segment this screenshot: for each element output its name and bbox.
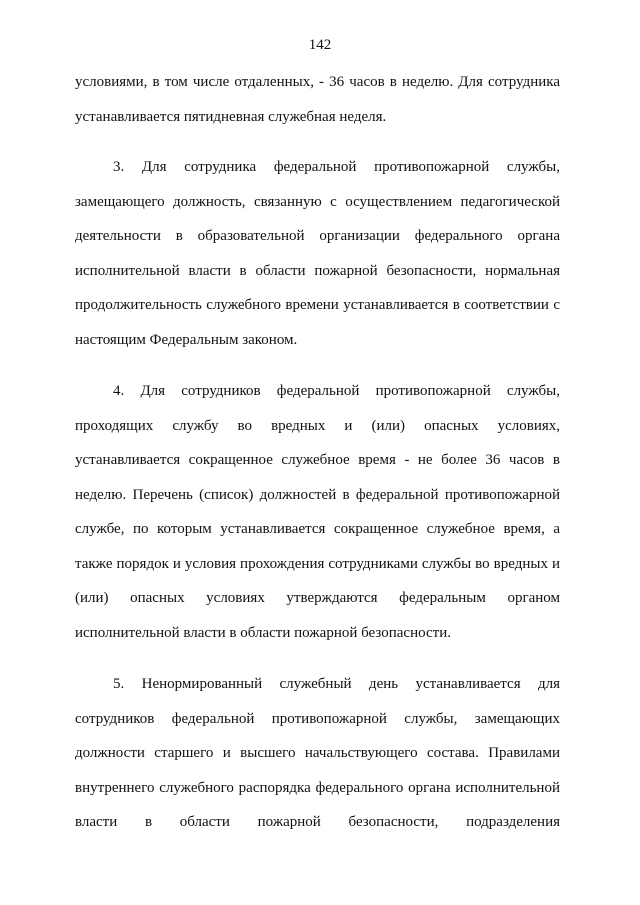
page-number: 142 — [308, 37, 332, 53]
paragraph-3: 3. Для сотрудника федеральной противопожарной службы, замещающего должность, связанную с осуществлением педагогической деятельности в образовательной организации федерального органа исполнительной власти в области пожарной безопасности, нормальная продолжительность служебного времени устанавливается в соответствии с настоящим Федеральным законом. — [75, 159, 560, 348]
document-body — [75, 65, 560, 840]
paragraph-5: 5. Ненормированный служебный день устанавливается для сотрудников федеральной противопожарной службы, замещающих должности старшего и высшего начальствующего состава. Правилами внутреннего служебного распорядка федерального органа исполнительной власти в области пожарной безопасности, подразделения — [75, 676, 560, 830]
paragraph-4: 4. Для сотрудников федеральной противопожарной службы, проходящих службу во вредных и (или) опасных условиях, устанавливается сокращенное служебное время - не более 36 часов в неделю. Перечень (список) должностей в федеральной противопожарной службе, по которым устанавливается сокращенное служебное время, а также порядок и условия прохождения сотрудниками службы во вредных и (или) опасных условиях утверждаются федеральным органом исполнительной власти в области пожарной безопасности. — [75, 383, 560, 641]
paragraph-continuation: условиями, в том числе отдаленных, - 36 часов в неделю. Для сотрудника устанавливается пятидневная служебная неделя. — [75, 74, 560, 125]
